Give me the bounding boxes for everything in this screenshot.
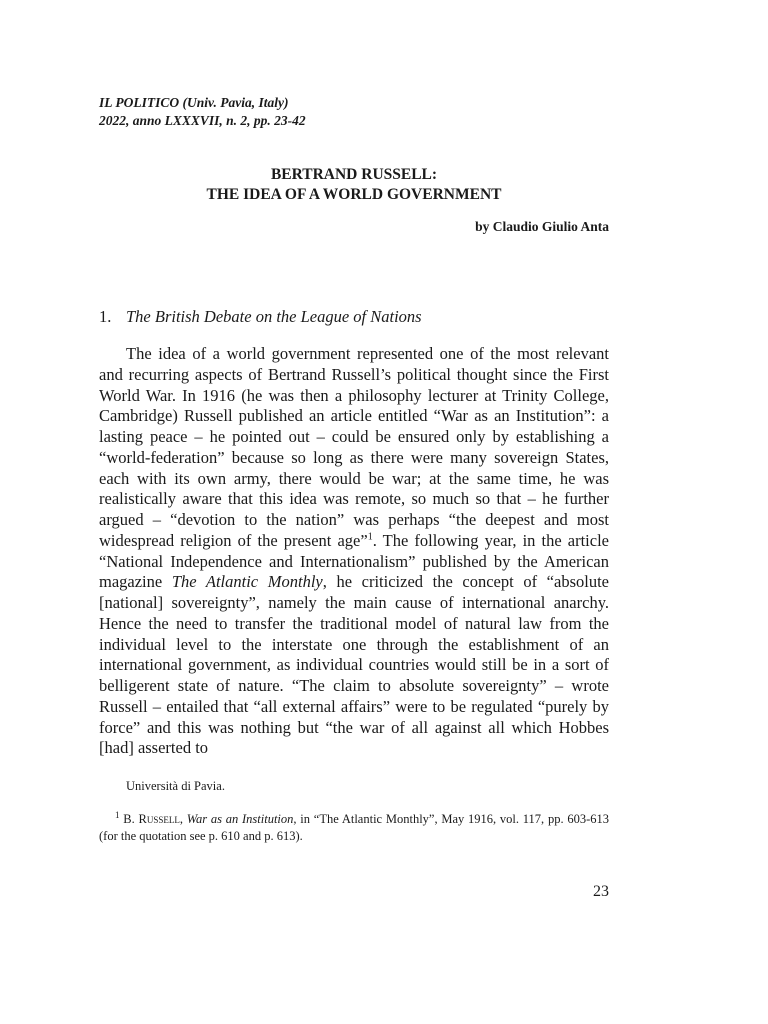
paragraph (99, 344, 609, 759)
title-line-1: BERTRAND RUSSELL: (270, 166, 438, 183)
footnote-mark: 1 (115, 809, 120, 820)
footnote (99, 811, 609, 845)
paragraph-text: , he criticized the concept of “absolute [national] sovereignty”, namely the main cause of international anarchy. Hence the need to transfer the traditional model of natural law from the individual level to the interstate one through the establishment of an international government, as individual countries would still be in a sort of belligerent state of nature. “The claim to absolute sovereignty” – wrote Russell – entailed that “all external affairs” were to be regulated “purely by force” and this was nothing but “the war of all against all which Hobbes [had] asserted to (99, 572, 609, 758)
section-heading (99, 306, 422, 328)
footnote-work-title: War as an Institution (186, 812, 294, 826)
footnote-initial: B. (123, 812, 139, 826)
author-byline: by Claudio Giulio Anta (475, 219, 609, 234)
paragraph-text: . The following year, in the article “National Independence and Internationalism” published by the American magazine (99, 530, 609, 592)
journal-issue: 2022, anno LXXXVII, n. 2, pp. 23-42 (99, 113, 306, 128)
body-text (99, 344, 609, 759)
page-number: 23 (593, 883, 609, 900)
magazine-title: The Atlantic Monthly (171, 572, 323, 592)
article-title (99, 165, 609, 205)
title-line-2: THE IDEA OF A WORLD GOVERNMENT (206, 186, 502, 203)
paragraph-text: The idea of a world government represented one of the most relevant and recurring aspects of Bertrand Russell’s political thought since the First World War. In 1916 (he was then a philosophy lecturer at Trinity College, Cambridge) Russell published an article entitled “War as an Institution”: a lasting peace – he pointed out – could be ensured only by establishing a “world-federation” because so long as there were many sovereign States, each with its own army, there would be war; at the same time, he was realistically aware that this idea was remote, so much so that – he further argued – “devotion to the nation” was perhaps “the deepest and most widespread religion of the present age” (99, 344, 609, 550)
section-number: 1. (99, 307, 112, 326)
page (99, 0, 609, 1024)
footnote-citation: , in “The Atlantic Monthly”, May 1916, vol. 117, pp. 603-613 (for the quotation see p. 610 and p. 613). (99, 812, 609, 843)
journal-name: IL POLITICO (Univ. Pavia, Italy) (99, 95, 289, 110)
footnote-separator: , (179, 812, 187, 826)
journal-header (99, 94, 306, 130)
section-title: The British Debate on the League of Nations (126, 307, 422, 326)
footnote-reference[interactable]: 1 (367, 531, 373, 543)
author-affiliation: Università di Pavia. (126, 779, 225, 793)
footnote-author: Russell (138, 812, 180, 826)
